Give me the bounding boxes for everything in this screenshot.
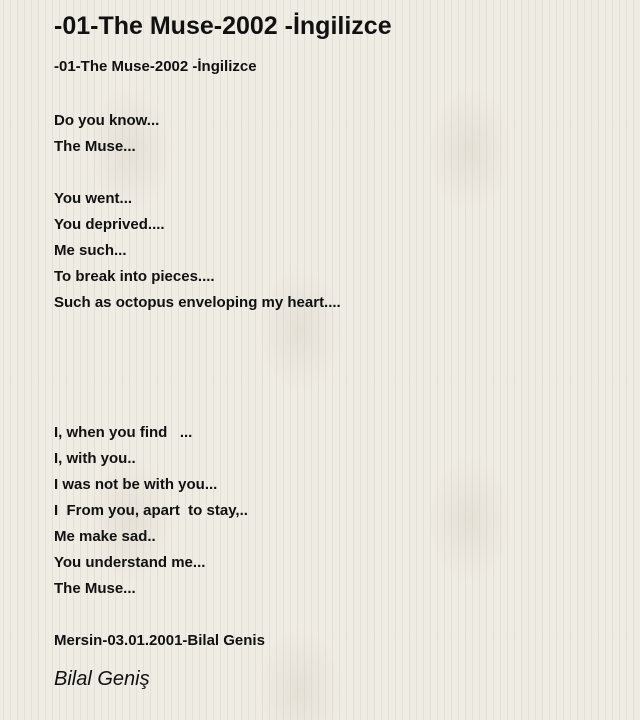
poem-line: To break into pieces.... xyxy=(54,268,215,285)
poem-line: You understand me... xyxy=(54,554,206,571)
poem-line: Me make sad.. xyxy=(54,528,156,545)
poem-line: I, when you find ... xyxy=(54,424,193,441)
poem-line: I, with you.. xyxy=(54,450,136,467)
poem-line: Do you know... xyxy=(54,112,160,129)
stanza-2 xyxy=(54,186,624,316)
poem-signature: Mersin-03.01.2001-Bilal Genis xyxy=(54,632,265,649)
poem-line: I From you, apart to stay,.. xyxy=(54,502,248,519)
poem-line: Me such... xyxy=(54,242,127,259)
stanza-3 xyxy=(54,420,624,602)
author-name: Bilal Geniş xyxy=(54,668,150,690)
poem-line: The Muse... xyxy=(54,138,136,155)
poem-subtitle: -01-The Muse-2002 -İngilizce xyxy=(54,58,257,75)
poem-line: The Muse... xyxy=(54,580,136,597)
poem-line: You deprived.... xyxy=(54,216,165,233)
poem-line: Such as octopus enveloping my heart.... xyxy=(54,294,341,311)
stanza-1 xyxy=(54,108,624,160)
poem-line: You went... xyxy=(54,190,133,207)
poem-container xyxy=(54,10,624,692)
poem-title: -01-The Muse-2002 -İngilizce xyxy=(54,12,392,40)
poem-body xyxy=(54,108,624,654)
poem-line: I was not be with you... xyxy=(54,476,218,493)
